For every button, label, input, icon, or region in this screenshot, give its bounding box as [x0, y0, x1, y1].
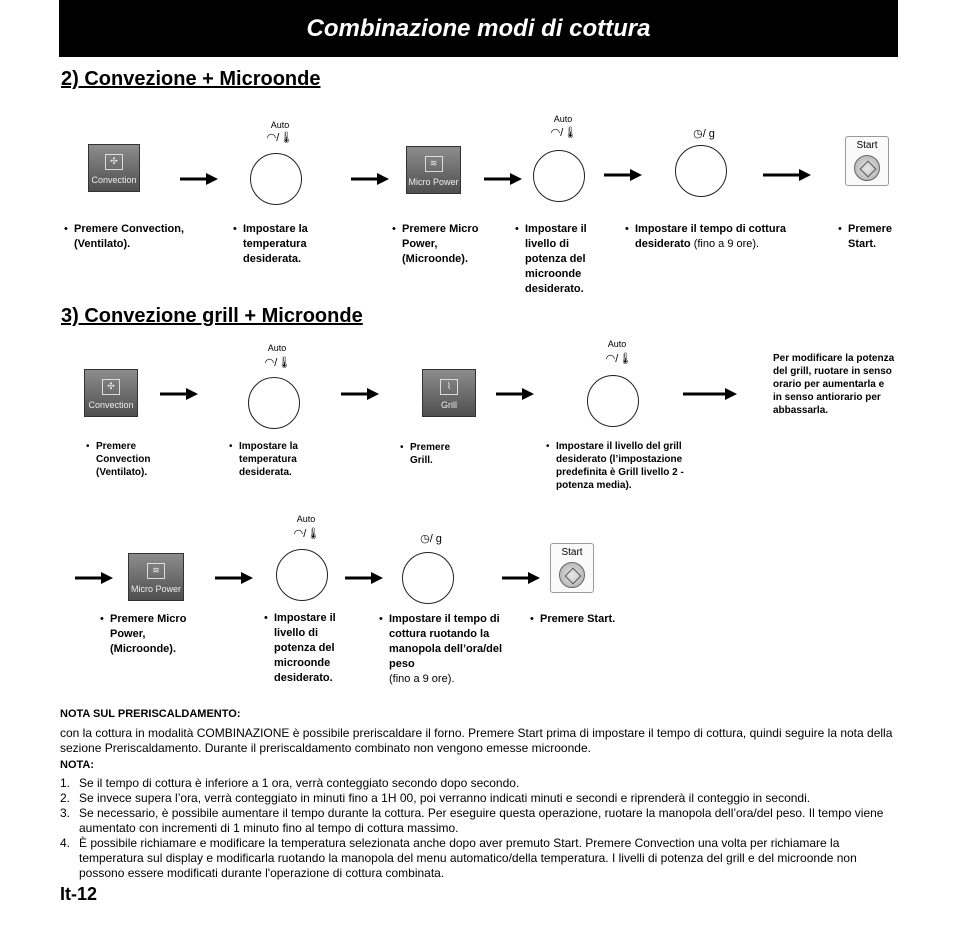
arrow-icon: [484, 172, 522, 186]
arrow-icon: [160, 387, 198, 401]
caption-set-power-level: • Impostare il livello di potenza del microonde desiderato.: [264, 612, 336, 684]
caption-press-start: • Premere Start.: [530, 613, 616, 625]
dial-temp-symbol: ◠/🌡: [605, 353, 633, 365]
caption-press-grill: • Premere Grill.: [400, 442, 451, 466]
caption-set-cooking-time: • Impostare il tempo di cottura ruotando la manopola dell’ora/del peso (fino a 9 ore).: [379, 613, 503, 685]
arrow-icon: [351, 172, 389, 186]
dial-temp-symbol: ◠/🌡: [550, 127, 578, 139]
caption-press-micro-power: • Premere Micro Power, (Microonde).: [392, 223, 479, 265]
arrow-icon: [604, 168, 642, 182]
dish-icon: ◠: [264, 357, 275, 369]
thermometer-icon: 🌡: [618, 353, 633, 365]
micro-power-button[interactable]: ≋ Micro Power: [128, 553, 184, 601]
dial-time-symbol: ◷/ g: [420, 533, 442, 545]
dial-temp-symbol: ◠/🌡: [293, 528, 321, 540]
wave-icon: ≋: [425, 156, 443, 172]
thermometer-icon: 🌡: [279, 132, 294, 144]
clock-icon: ◷: [420, 533, 430, 545]
caption-press-start: • Premere Start.: [838, 223, 893, 250]
start-button[interactable]: Start: [845, 136, 889, 186]
arrow-icon: [180, 172, 218, 186]
arrow-icon: [345, 571, 383, 585]
time-weight-dial[interactable]: [402, 552, 454, 604]
dish-icon: ◠: [550, 127, 561, 139]
power-level-dial[interactable]: [533, 150, 585, 202]
caption-press-micro-power: • Premere Micro Power, (Microonde).: [100, 613, 187, 655]
dish-icon: ◠: [266, 132, 277, 144]
nota-title: NOTA:: [60, 759, 95, 771]
page-title: Combinazione modi di cottura: [306, 14, 651, 42]
preheat-note-title: NOTA SUL PRERISCALDAMENTO:: [60, 708, 241, 720]
section-2-title: 2) Convezione + Microonde: [61, 68, 321, 90]
grill-button[interactable]: ⌇ Grill: [422, 369, 476, 417]
caption-set-power-level: • Impostare il livello di potenza del microonde desiderato.: [515, 223, 587, 295]
caption-press-convection: • Premere Convection, (Ventilato).: [64, 223, 185, 250]
dish-icon: ◠: [293, 528, 304, 540]
caption-set-grill-level: • Impostare il livello del grill desiderato (l’impostazione predefinita è Grill livello 2 - potenza media).: [546, 441, 684, 491]
grill-icon: ⌇: [440, 379, 458, 395]
dial-temp-symbol: ◠/🌡: [266, 132, 294, 144]
wave-icon: ≋: [147, 563, 165, 579]
nota-list: [60, 776, 896, 881]
caption-set-temperature: • Impostare la temperatura desiderata.: [233, 223, 308, 265]
thermometer-icon: 🌡: [563, 127, 578, 139]
grill-level-dial[interactable]: [587, 375, 639, 427]
caption-set-temperature: • Impostare la temperatura desiderata.: [229, 441, 298, 478]
page-banner: [59, 0, 898, 57]
arrow-icon: [502, 571, 540, 585]
convection-button[interactable]: ✣ Convection: [84, 369, 138, 417]
arrow-icon: [683, 387, 737, 401]
caption-set-cooking-time: • Impostare il tempo di cottura desiderato (fino a 9 ore).: [625, 223, 786, 250]
thermometer-icon: 🌡: [277, 357, 292, 369]
time-weight-dial[interactable]: [675, 145, 727, 197]
page-number: It-12: [60, 884, 98, 904]
list-item: 2. Se invece supera l’ora, verrà conteggiato in minuti fino a 1H 00, poi verranno indicati minuti e secondi e riprenderà il conteggio in secondi.: [60, 791, 811, 805]
dial-time-symbol: ◷/ g: [693, 128, 715, 140]
micro-power-button[interactable]: ≋ Micro Power: [406, 146, 461, 194]
caption-grill-adjust-note: Per modificare la potenza del grill, ruotare in senso orario per aumentarla e in senso antiorario per abbassarla.: [773, 353, 895, 416]
clock-icon: ◷: [693, 128, 703, 140]
temperature-dial[interactable]: [248, 377, 300, 429]
preheat-note-text: con la cottura in modalità COMBINAZIONE è possibile preriscaldare il forno. Premere Start prima di impostare il tempo di cottura, quindi seguire la nota della sezione Preriscaldamento. Durante il preriscaldamento combinato non vengono emesse microonde.: [60, 726, 893, 755]
dial-temp-symbol: ◠/🌡: [264, 357, 292, 369]
dial-auto-label: Auto: [267, 343, 287, 353]
dial-auto-label: Auto: [553, 114, 573, 124]
arrow-icon: [341, 387, 379, 401]
power-level-dial[interactable]: [276, 549, 328, 601]
arrow-icon: [215, 571, 253, 585]
thermometer-icon: 🌡: [306, 528, 321, 540]
section-3-title: 3) Convezione grill + Microonde: [61, 305, 363, 327]
start-button[interactable]: Start: [550, 543, 594, 593]
start-diamond-icon: [559, 562, 585, 588]
list-item: 3. Se necessario, è possibile aumentare il tempo durante la cottura. Per eseguire questa operazione, ruotare la manopola dell’ora/del peso. Il tempo viene aumentato con incrementi di 1 minuto fino al tempo di cottura massimo.: [60, 806, 884, 835]
fan-icon: ✣: [105, 154, 123, 170]
arrow-icon: [75, 571, 113, 585]
dial-auto-label: Auto: [607, 339, 627, 349]
list-item: 1. Se il tempo di cottura è inferiore a 1 ora, verrà conteggiato secondo dopo secondo.: [60, 776, 520, 790]
convection-button[interactable]: ✣ Convection: [88, 144, 140, 192]
dish-icon: ◠: [605, 353, 616, 365]
arrow-icon: [763, 168, 811, 182]
dial-auto-label: Auto: [270, 120, 290, 130]
temperature-dial[interactable]: [250, 153, 302, 205]
fan-icon: ✣: [102, 379, 120, 395]
caption-press-convection: • Premere Convection (Ventilato).: [86, 441, 151, 478]
start-diamond-icon: [854, 155, 880, 181]
arrow-icon: [496, 387, 534, 401]
list-item: 4. È possibile richiamare e modificare la temperatura selezionata anche dopo aver premuto Start. Premere Convection una volta per richiamare la temperatura sul display e modificarla ruotando la manopola del menu automatico/della temperatura. I livelli di potenza del grill e del microonde non possono essere modificati durante l'operazione di cottura combinata.: [60, 836, 857, 880]
dial-auto-label: Auto: [296, 514, 316, 524]
